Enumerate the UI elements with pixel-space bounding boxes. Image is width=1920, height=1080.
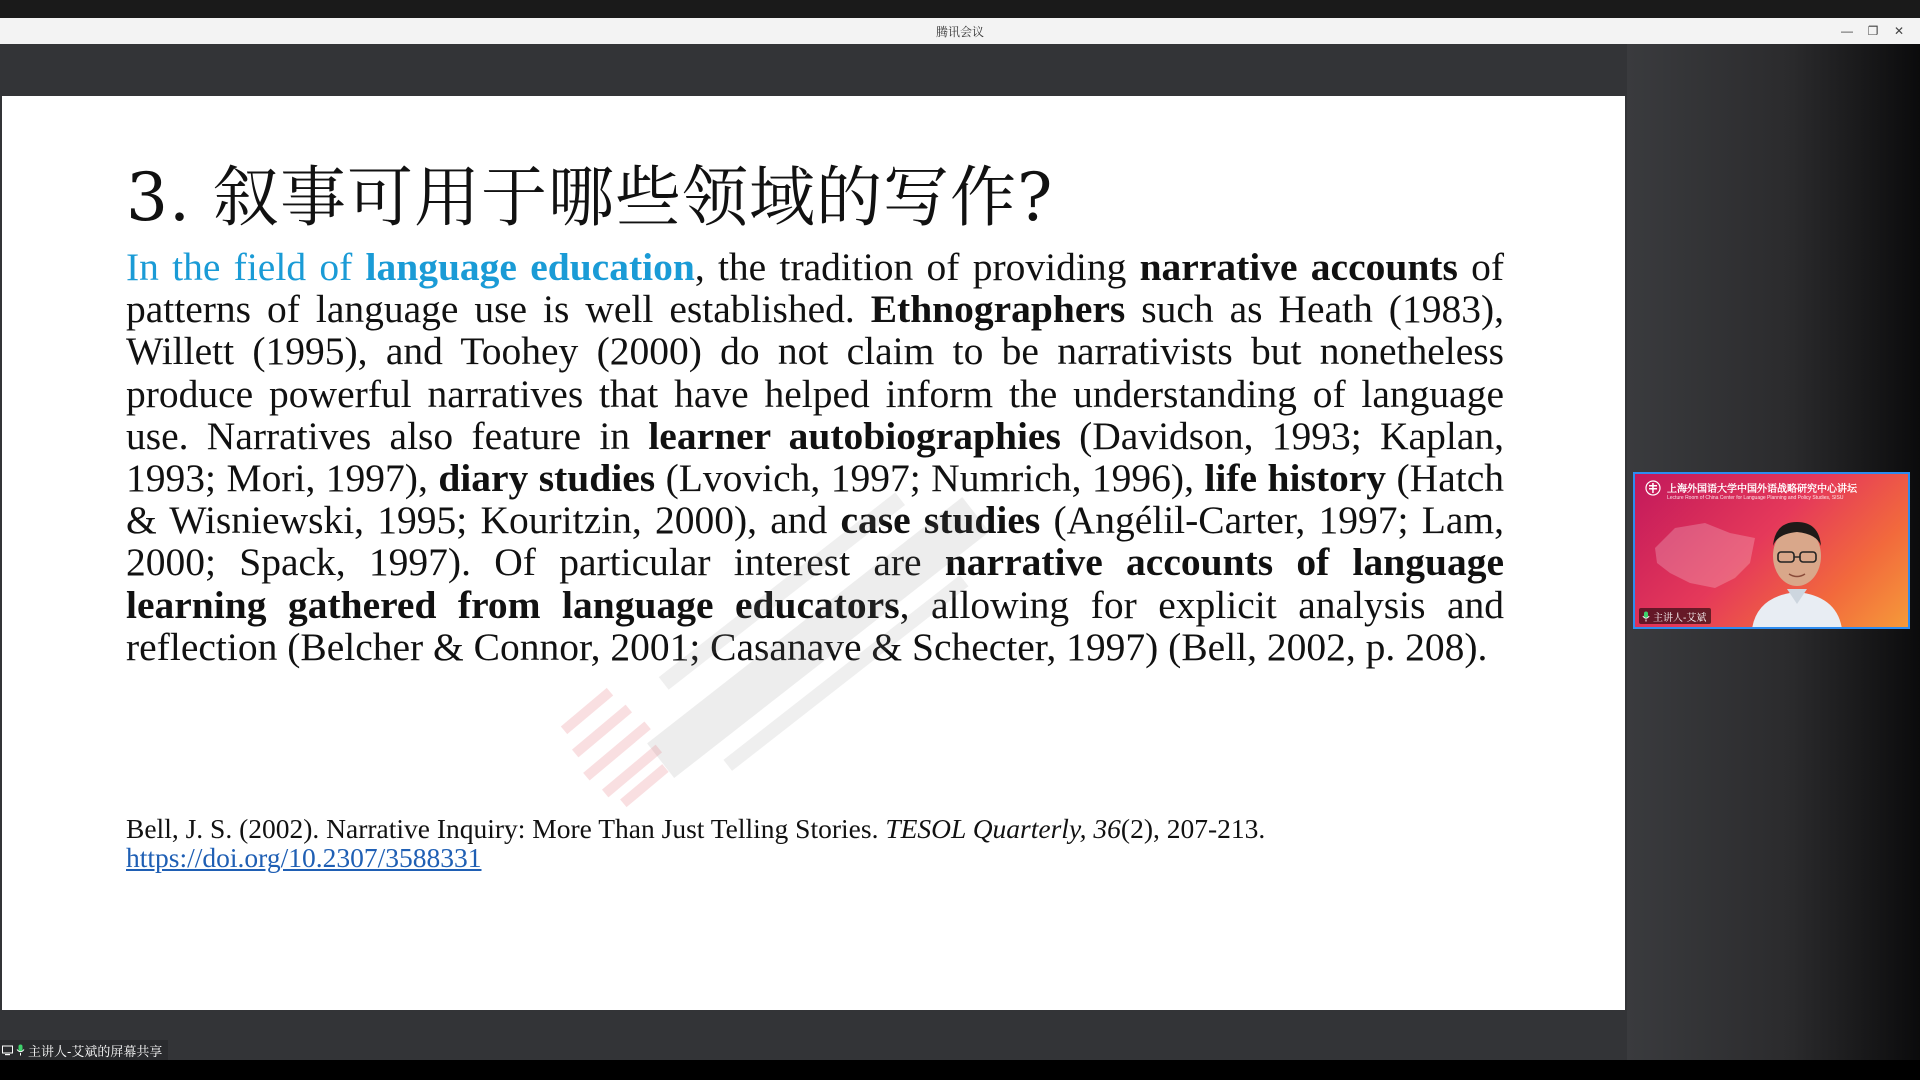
speaker-name: 主讲人-艾斌: [1653, 612, 1707, 624]
speaker-video-tile[interactable]: [1633, 472, 1910, 629]
body-text: (Lvovich, 1997; Numrich, 1996),: [655, 456, 1205, 501]
body-text: of patterns of language use is well established.: [126, 245, 1504, 332]
speaker-person-icon: [1747, 504, 1847, 629]
banner-title: 上海外国语大学中国外语战略研究中心讲坛: [1667, 484, 1857, 495]
mic-icon: [1642, 611, 1650, 622]
banner-text: [1667, 480, 1857, 501]
speaker-name-tag: [1639, 608, 1711, 624]
slide-body-text: [126, 246, 1504, 668]
minimize-button[interactable]: [1836, 20, 1858, 42]
title-bar: [0, 18, 1920, 45]
body-text: (Davidson, 1993; Kaplan, 1993; Mori, 1997),: [126, 413, 1504, 501]
reference-text: Bell, J. S. (2002). Narrative Inquiry: More Than Just Telling Stories.: [126, 813, 886, 844]
doi-link[interactable]: https://doi.org/10.2307/3588331: [126, 842, 482, 873]
body-text: (Angélil-Carter, 1997; Lam, 2000; Spack, 1997). Of particular interest are: [126, 498, 1504, 585]
body-text: , the tradition of providing: [694, 245, 1140, 289]
banner-subtitle: Lecture Room of China Center for Language Planning and Policy Studies, SISU: [1667, 495, 1844, 501]
highlight-bold-text: language education: [365, 245, 695, 289]
bold-term: diary studies: [438, 456, 656, 501]
screen-share-status: [0, 1040, 168, 1060]
window-title: 腾讯会议: [935, 25, 984, 39]
highlight-text: In the field of: [126, 245, 366, 289]
restore-icon: ❐: [1867, 24, 1879, 38]
video-banner: [1635, 474, 1908, 502]
bold-term: Ethnographers: [870, 287, 1126, 332]
bold-term: narrative accounts: [1139, 245, 1458, 289]
share-label: 主讲人-艾斌的屏幕共享: [28, 1043, 163, 1059]
bold-term: narrative accounts of language learning gathered from language educators: [126, 540, 1504, 627]
reference-issue: (2), 207-213.: [1120, 813, 1266, 844]
body-text: (Hatch & Wisniewski, 1995; Kouritzin, 2000), and: [126, 456, 1504, 543]
body-text: , allowing for explicit analysis and reflection (Belcher & Connor, 2001; Casanave & Schecter, 1997) (Bell, 2002, p. 208).: [126, 582, 1504, 669]
share-top-band: [0, 44, 1627, 96]
logo-icon: [1645, 480, 1661, 496]
bold-term: case studies: [840, 498, 1041, 543]
bold-term: learner autobiographies: [648, 413, 1061, 458]
screen-share-area: [0, 44, 1627, 1060]
share-bottom-band: [0, 1010, 1627, 1060]
reference-citation: [126, 814, 1504, 872]
bottom-black-bar: [0, 1060, 1920, 1080]
window-controls: [1836, 20, 1910, 42]
mic-icon: [16, 1044, 25, 1056]
reference-journal: TESOL Quarterly, 36: [885, 813, 1121, 844]
minimize-icon: —: [1841, 24, 1853, 38]
close-button[interactable]: [1888, 20, 1910, 42]
presentation-slide: [2, 96, 1625, 1010]
body-text: such as Heath (1983), Willett (1995), and Toohey (2000) do not claim to be narrativists but nonetheless produce powerful narratives that have helped inform the understanding of language use. Narratives also feature in: [126, 287, 1504, 458]
slide-title: 3. 叙事可用于哪些领域的写作?: [126, 159, 1054, 236]
restore-button[interactable]: [1862, 20, 1884, 42]
top-black-bar: [0, 0, 1920, 18]
screen-icon: [2, 1045, 13, 1056]
close-icon: ✕: [1893, 24, 1905, 38]
bold-term: life history: [1204, 456, 1387, 501]
